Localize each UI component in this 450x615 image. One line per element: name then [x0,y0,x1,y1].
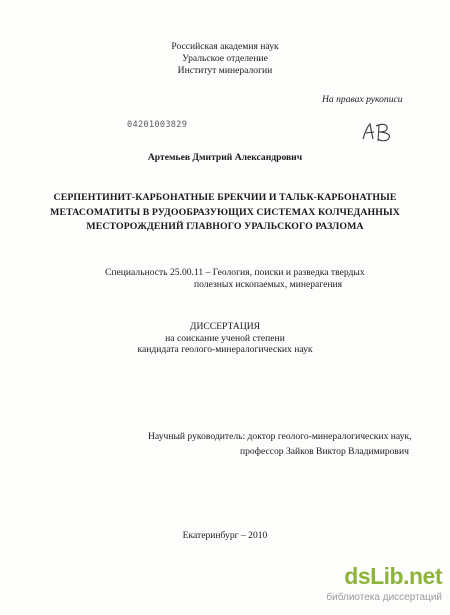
watermark-subtitle: библиотека диссертаций [326,592,442,603]
institution-line-3: Институт минералогии [177,65,273,76]
dissertation-degree-line-2: кандидата геолого-минералогических наук [137,344,313,355]
institution-line-2: Уральское отделение [182,53,268,64]
watermark-logo-text: dsLib.net [344,563,442,589]
dissertation-heading: ДИССЕРТАЦИЯ [189,321,261,332]
author-name: Артемьев Дмитрий Александрович [147,152,303,163]
stamp-number: 04201003829 [127,120,188,130]
watermark-logo [312,563,442,589]
rights-note: На правах рукописи [322,94,403,105]
title-line-2: МЕТАСОМАТИТЫ В РУДООБРАЗУЮЩИХ СИСТЕМАХ КОЛЧЕДАННЫХ [50,206,400,218]
dslib-watermark [312,563,442,609]
title-line-3: МЕСТОРОЖДЕНИЙ ГЛАВНОГО УРАЛЬСКОГО РАЗЛОМА [86,221,364,232]
dissertation-degree-line-1: на соискание ученой степени [165,332,285,344]
title-line-1: СЕРПЕНТИНИТ-КАРБОНАТНЫЕ БРЕКЧИИ И ТАЛЬК-КАРБОНАТНЫЕ [53,192,397,203]
institution-line-1: Российская академия наук [171,41,279,52]
signature-mark [360,121,396,143]
specialty-line-2: полезных ископаемых, минерагения [194,279,343,290]
specialty-line-1: Специальность 25.00.11 – Геология, поиски и разведка твердых [105,267,365,278]
supervisor-line-1: Научный руководитель: доктор геолого-минералогических наук, [148,431,412,442]
supervisor-line-2: профессор Зайков Виктор Владимирович [240,446,409,457]
city-year: Екатеринбург – 2010 [182,530,268,541]
